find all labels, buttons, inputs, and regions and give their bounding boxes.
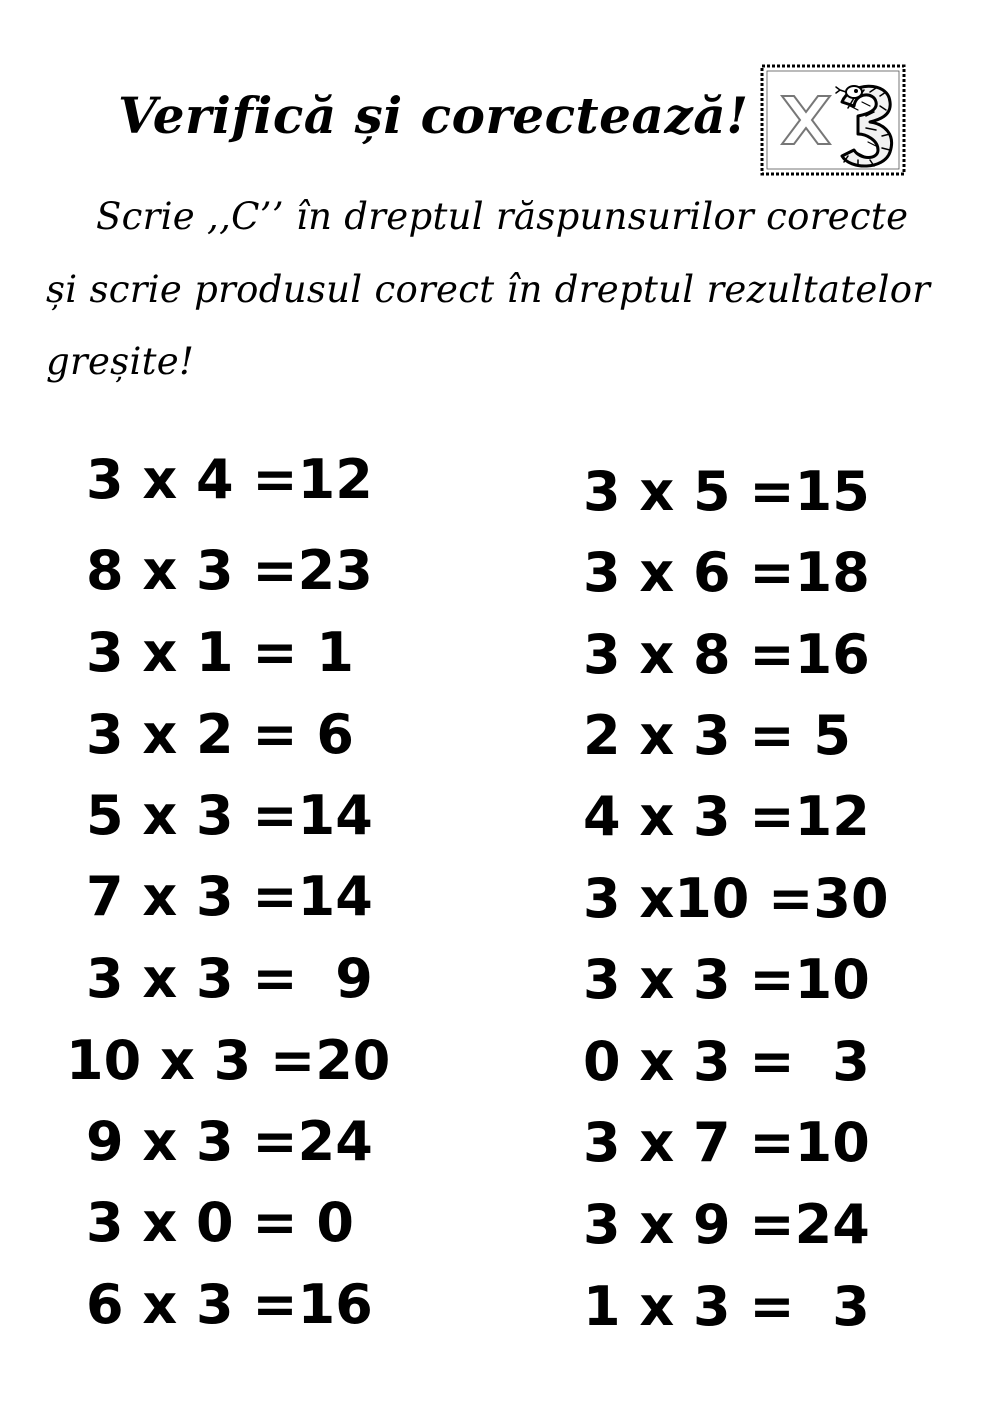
worksheet-title: Verifică și corectează!	[118, 86, 749, 145]
x3-snake-stamp-icon	[758, 62, 908, 178]
right-equation-10: 3 x 9 =24	[583, 1193, 870, 1256]
instruction-line-2: și scrie produsul corect în dreptul rezultatelor	[46, 268, 931, 311]
left-equation-7: 3 x 3 = 9	[86, 947, 373, 1010]
left-equation-10: 3 x 0 = 0	[86, 1191, 354, 1254]
right-equation-6: 3 x10 =30	[583, 867, 889, 930]
instruction-line-3: greșite!	[46, 340, 195, 383]
left-equation-3: 3 x 1 = 1	[86, 621, 354, 684]
instruction-line-1: Scrie ,,C’’ în dreptul răspunsurilor corecte	[96, 195, 909, 238]
left-equation-8: 10 x 3 =20	[66, 1029, 391, 1092]
right-equation-9: 3 x 7 =10	[583, 1111, 870, 1174]
right-equation-1: 3 x 5 =15	[583, 460, 870, 523]
left-equation-9: 9 x 3 =24	[86, 1110, 373, 1173]
right-equation-2: 3 x 6 =18	[583, 541, 870, 604]
left-equation-11: 6 x 3 =16	[86, 1273, 373, 1336]
left-equation-2: 8 x 3 =23	[86, 539, 373, 602]
right-equation-11: 1 x 3 = 3	[583, 1275, 870, 1338]
right-equation-8: 0 x 3 = 3	[583, 1030, 870, 1093]
right-equation-4: 2 x 3 = 5	[583, 704, 851, 767]
left-equation-6: 7 x 3 =14	[86, 865, 373, 928]
left-equation-5: 5 x 3 =14	[86, 784, 373, 847]
right-equation-7: 3 x 3 =10	[583, 948, 870, 1011]
right-equation-5: 4 x 3 =12	[583, 785, 870, 848]
left-equation-1: 3 x 4 =12	[86, 448, 373, 511]
left-equation-4: 3 x 2 = 6	[86, 703, 354, 766]
right-equation-3: 3 x 8 =16	[583, 623, 870, 686]
